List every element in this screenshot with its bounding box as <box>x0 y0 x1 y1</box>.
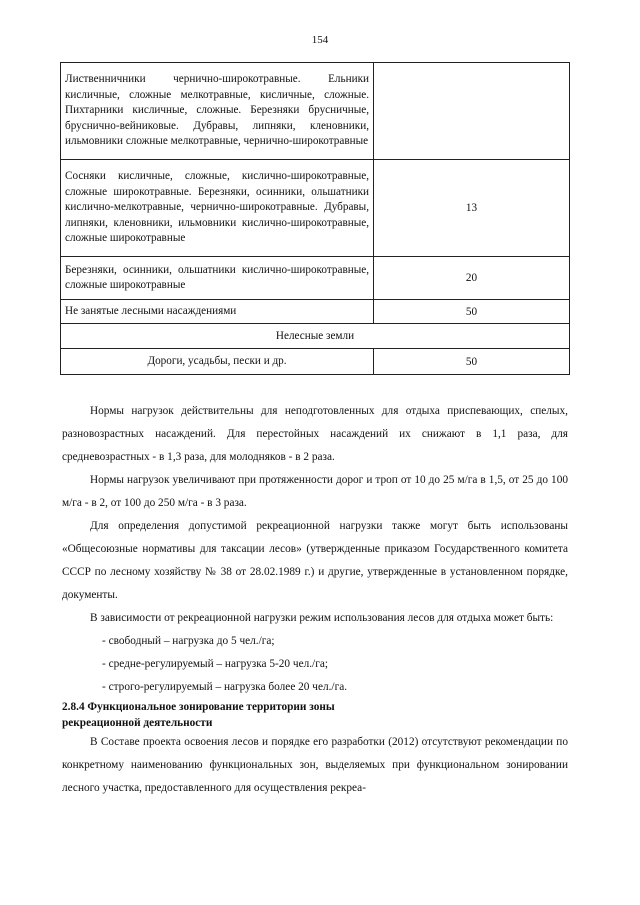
load-value-cell: 20 <box>374 257 570 300</box>
forest-type-cell: Березняки, осинники, ольшатники кислично-широкотравные, сложные широкотравные <box>61 257 374 300</box>
paragraph: Для определения допустимой рекреационной нагрузки также могут быть использованы «Общесоюзные нормативы для таксации лесов» (утвержденные приказом Государственного комитета СССР по лесному хозяйству № 38 от 28.02.1989 г.) и другие, утвержденные в установленном порядке, документы. <box>62 520 568 601</box>
section-heading: 2.8.4 Функциональное зонирование территории зоны <box>62 701 335 713</box>
list-item: - строго-регулируемый – нагрузка более 20 чел./га. <box>102 681 348 693</box>
table-section-row <box>61 324 570 349</box>
body-text <box>62 400 568 800</box>
forest-type-cell: Лиственничники чернично-широкотравные. Ельники кисличные, сложные мелкотравные, кисличные, сложные. Пихтарники кисличные, сложные. Березняки брусничные, бруснично-вейниковые. Дубравы, липняки, кленовники, ильмовники сложные мелкотравные, чернично-широкотравные <box>61 63 374 160</box>
list-item: - средне-регулируемый – нагрузка 5-20 чел./га; <box>102 658 328 670</box>
paragraph: Нормы нагрузок действительны для неподготовленных для отдыха приспевающих, спелых, разновозрастных насаждений. Для перестойных насаждений их снижают в 1,1 раза, для средневозрастных - в 1,3 раза, для молодняков - в 2 раза. <box>62 405 568 463</box>
paragraph: Нормы нагрузок увеличивают при протяженности дорог и троп от 10 до 25 м/га в 1,5, от 25 до 100 м/га - в 2, от 100 до 250 м/га - в 3 раза. <box>62 474 568 509</box>
forest-type-cell: Не занятые лесными насаждениями <box>61 300 374 324</box>
load-value-cell: 50 <box>374 300 570 324</box>
table-row <box>61 160 570 257</box>
recreation-load-table <box>60 62 570 375</box>
section-heading: рекреационной деятельности <box>62 717 213 729</box>
table-row <box>61 349 570 375</box>
list-item: - свободный – нагрузка до 5 чел./га; <box>102 635 275 647</box>
section-header-cell: Нелесные земли <box>61 324 570 349</box>
load-value-cell: 13 <box>374 160 570 257</box>
table-row <box>61 63 570 160</box>
page-number: 154 <box>311 34 329 46</box>
paragraph: В зависимости от рекреационной нагрузки режим использования лесов для отдыха может быть: <box>90 612 554 624</box>
forest-type-cell: Сосняки кисличные, сложные, кислично-широкотравные, сложные широкотравные. Березняки, осинники, ольшатники кислично-мелкотравные, чернично-широкотравные. Дубравы, липняки, кленовники, ильмовники кислично-широкотравные, сложные широкотравные <box>61 160 374 257</box>
paragraph: В Составе проекта освоения лесов и порядке его разработки (2012) отсутствуют рекомендации по конкретному наименованию функциональных зон, выделяемых при функциональном зонировании лесного участка, предоставленного для осуществления рекреа- <box>62 736 568 794</box>
load-value-cell: 50 <box>374 349 570 375</box>
table-row <box>61 257 570 300</box>
forest-type-cell: Дороги, усадьбы, пески и др. <box>61 349 374 375</box>
table-row <box>61 300 570 324</box>
load-value-cell <box>374 63 570 160</box>
